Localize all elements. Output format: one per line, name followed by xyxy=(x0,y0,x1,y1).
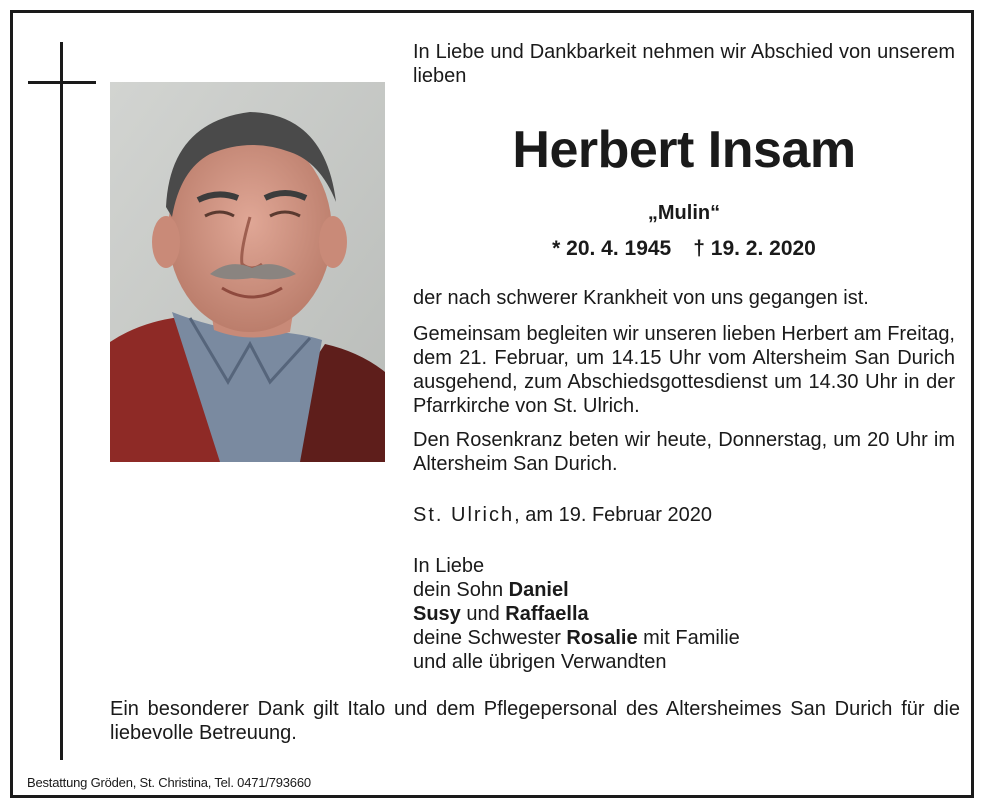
thanks-text: Ein besonderer Dank gilt Italo und dem Pflegepersonal des Altersheimes San Durich für die liebevolle Betreuung. xyxy=(110,698,960,744)
mourners-line: und alle übrigen Verwandten xyxy=(413,651,667,673)
mourner-relation: deine Schwester xyxy=(413,627,567,649)
mourner-relation: dein Sohn xyxy=(413,579,509,601)
birth-date: * 20. 4. 1945 xyxy=(552,237,672,260)
funeral-home-footer: Bestattung Gröden, St. Christina, Tel. 0471/793660 xyxy=(27,775,311,790)
place-date xyxy=(413,503,955,527)
cross-icon-vertical xyxy=(60,42,63,760)
mourners-line xyxy=(413,578,955,602)
mourners-list xyxy=(413,554,955,674)
mourner-name: Daniel xyxy=(508,579,569,601)
mourners-line xyxy=(413,626,955,650)
mourners-line xyxy=(413,602,955,626)
nickname: „Mulin“ xyxy=(647,202,721,224)
portrait-photo xyxy=(110,82,385,462)
mourner-conjunction: und xyxy=(460,603,506,625)
deceased-name: Herbert Insam xyxy=(512,121,856,179)
cross-icon-horizontal xyxy=(28,81,96,84)
mourners-line: In Liebe xyxy=(413,555,485,577)
mourner-name: Raffaella xyxy=(505,603,589,625)
mourner-relation: mit Familie xyxy=(637,627,740,649)
funeral-text: Gemeinsam begleiten wir unseren lieben Herbert am Freitag, dem 21. Februar, um 14.15 Uhr vom Altersheim San Durich ausgehend, zum Abschiedsgottesdienst um 14.30 Uhr in der Pfarrkirche von St. Ulrich. xyxy=(413,323,955,417)
life-dates xyxy=(413,236,955,262)
notice-date: , am 19. Februar 2020 xyxy=(514,504,713,526)
rosary-text: Den Rosenkranz beten wir heute, Donnerstag, um 20 Uhr im Altersheim San Durich. xyxy=(413,429,955,475)
intro-text: In Liebe und Dankbarkeit nehmen wir Abschied von unserem lieben xyxy=(413,41,955,87)
mourner-name: Rosalie xyxy=(566,627,638,649)
place-name: St. Ulrich xyxy=(413,504,515,526)
mourner-name: Susy xyxy=(413,603,461,625)
death-date: † 19. 2. 2020 xyxy=(693,237,816,260)
passed-text: der nach schwerer Krankheit von uns gegangen ist. xyxy=(413,287,869,309)
